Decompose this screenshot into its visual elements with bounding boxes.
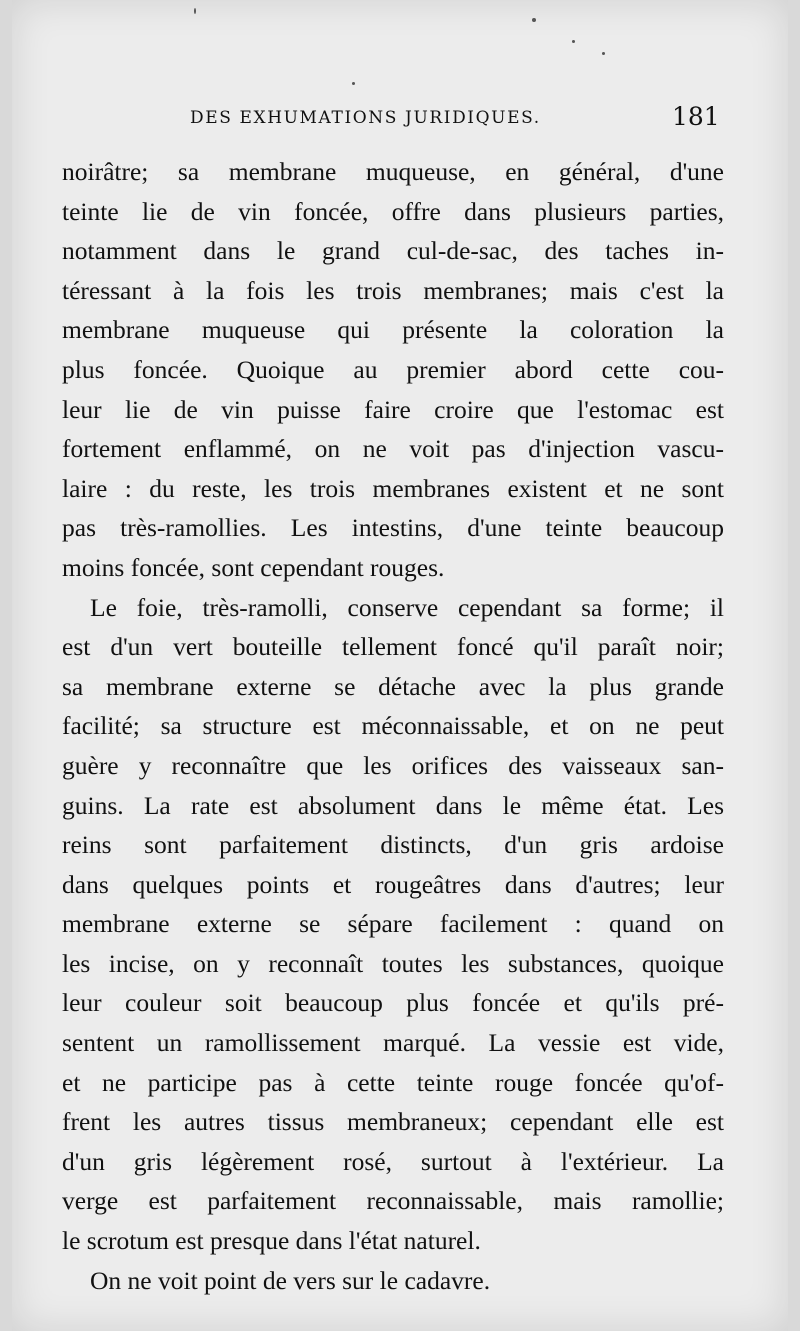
paper-speck xyxy=(572,40,575,43)
text-line: et ne participe pas à cette teinte rouge foncée qu'of- xyxy=(62,1067,724,1097)
paper-speck xyxy=(602,52,605,55)
text-line: noirâtre; sa membrane muqueuse, en général, d'une xyxy=(62,157,724,186)
text-line: facilité; sa structure est méconnaissable, et on ne peut xyxy=(62,711,724,741)
text-line: verge est parfaitement reconnaissable, mais ramollie; xyxy=(62,1186,724,1216)
text-line: laire : du reste, les trois membranes existent et ne sont xyxy=(62,473,724,503)
text-line: guins. La rate est absolument dans le même état. Les xyxy=(62,790,724,820)
text-line: leur lie de vin puisse faire croire que l'estomac est xyxy=(62,394,724,424)
text-line: leur couleur soit beaucoup plus foncée et qu'ils pré- xyxy=(62,988,724,1018)
text-line: plus foncée. Quoique au premier abord cette cou- xyxy=(62,354,724,384)
text-line: On ne voit point de vers sur le cadavre. xyxy=(90,1265,491,1295)
text-line: teinte lie de vin foncée, offre dans plusieurs parties, xyxy=(62,196,724,226)
text-line: moins foncée, sont cependant rouges. xyxy=(62,552,445,582)
text-line: notamment dans le grand cul-de-sac, des taches in- xyxy=(62,236,724,266)
text-line: dans quelques points et rougeâtres dans d'autres; leur xyxy=(62,869,724,899)
text-line: pas très-ramollies. Les intestins, d'une teinte beaucoup xyxy=(62,513,724,543)
paragraph xyxy=(62,588,724,1261)
text-line: d'un gris légèrement rosé, surtout à l'extérieur. La xyxy=(62,1146,724,1176)
paragraph xyxy=(62,1261,724,1301)
paper-speck xyxy=(532,18,536,22)
text-line: membrane muqueuse qui présente la coloration la xyxy=(62,315,724,345)
body-text xyxy=(62,152,724,1300)
text-line: guère y reconnaître que les orifices des vaisseaux san- xyxy=(62,750,724,780)
text-line: les incise, on y reconnaît toutes les substances, quoique xyxy=(62,948,724,978)
text-line: Le foie, très-ramolli, conserve cependant sa forme; il xyxy=(90,592,724,622)
text-line: frent les autres tissus membraneux; cependant elle est xyxy=(62,1107,724,1137)
text-line: membrane externe se sépare facilement : quand on xyxy=(62,909,724,939)
book-page xyxy=(12,0,788,1331)
text-line: fortement enflammé, on ne voit pas d'injection vascu- xyxy=(62,434,724,464)
paper-speck xyxy=(194,8,196,14)
text-line: sentent un ramollissement marqué. La vessie est vide, xyxy=(62,1028,724,1058)
text-line: est d'un vert bouteille tellement foncé qu'il paraît noir; xyxy=(62,632,724,662)
text-line: reins sont parfaitement distincts, d'un gris ardoise xyxy=(62,830,724,860)
text-line: téressant à la fois les trois membranes; mais c'est la xyxy=(62,275,724,305)
running-title: DES EXHUMATIONS JURIDIQUES. xyxy=(190,108,541,128)
paragraph xyxy=(62,152,724,588)
page-number: 181 xyxy=(672,102,720,131)
text-line: sa membrane externe se détache avec la plus grande xyxy=(62,671,724,701)
paper-speck xyxy=(352,82,355,85)
text-line: le scrotum est presque dans l'état naturel. xyxy=(62,1226,481,1256)
